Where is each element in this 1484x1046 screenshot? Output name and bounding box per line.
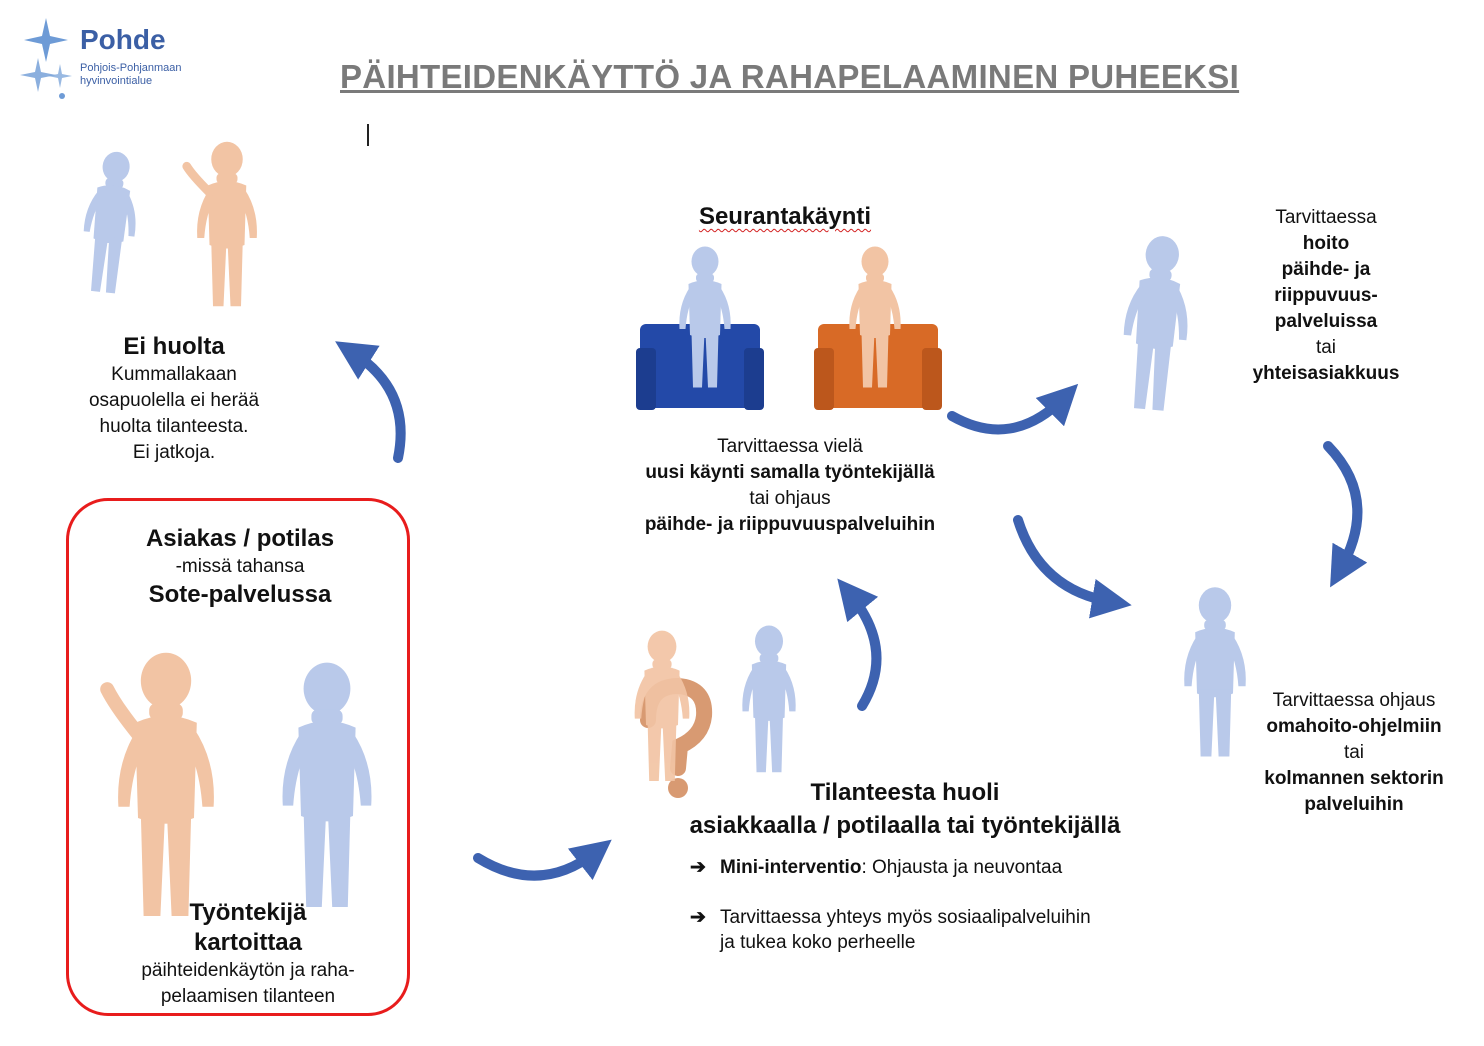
treatment-line: tai — [1315, 337, 1337, 358]
no-concern-line: huolta tilanteesta. — [99, 416, 249, 437]
page-title: PÄIHTEIDENKÄYTTÖ JA RAHAPELAAMINEN PUHEEKSI — [340, 58, 1240, 95]
no-concern-line: Ei jatkoja. — [132, 442, 216, 463]
selfcare-line: palveluihin — [1304, 794, 1404, 815]
arrow-to-treatment — [952, 398, 1064, 429]
selfcare-line: omahoito-ohjelmiin — [1266, 716, 1442, 737]
no-concern-heading: Ei huolta — [123, 333, 225, 360]
followup-line: Tarvittaessa vielä — [717, 436, 863, 457]
right-arrow-icon: ➔ — [690, 857, 706, 878]
client-location: -missä tahansa — [175, 556, 305, 577]
no-concern-line: Kummallakaan — [111, 364, 237, 385]
worker-heading-2: kartoittaa — [193, 929, 303, 956]
followup-line: tai ohjaus — [749, 488, 831, 509]
treatment-line: palveluissa — [1274, 311, 1378, 332]
selfcare-line: tai — [1343, 742, 1365, 763]
logo-subtitle-line2: hyvinvointialue — [80, 75, 153, 87]
selfcare-line: kolmannen sektorin — [1264, 768, 1444, 789]
mini-intervention-label: Mini-interventio — [720, 857, 862, 878]
client-sote: Sote-palvelussa — [148, 581, 332, 608]
social-services-line-1: Tarvittaessa yhteys myös sosiaalipalveluihin — [720, 907, 1091, 928]
concern-heading-1: Tilanteesta huoli — [810, 779, 1000, 806]
arrow-to-followup — [850, 594, 876, 706]
right-arrow-icon: ➔ — [690, 907, 706, 928]
arrow-to-selfcare-from-followup — [1018, 520, 1112, 602]
treatment-line: yhteisasiakkuus — [1252, 363, 1400, 384]
concern-heading-2: asiakkaalla / potilaalla tai työntekijällä — [689, 812, 1121, 839]
logo-subtitle-line1: Pohjois-Pohjanmaan — [80, 62, 182, 74]
selfcare-line: Tarvittaessa ohjaus — [1272, 690, 1436, 711]
worker-heading-1: Työntekijä — [189, 899, 307, 926]
followup-line: uusi käynti samalla työntekijällä — [645, 462, 935, 483]
social-services-line-2: ja tukea koko perheelle — [720, 932, 916, 953]
followup-heading: Seurantakäynti — [698, 203, 872, 230]
logo-name: Pohde — [80, 24, 166, 55]
treatment-line: päihde- ja — [1281, 259, 1371, 280]
mini-intervention-text: : Ohjausta ja neuvontaa — [861, 857, 1063, 878]
arrow-to-concern — [478, 852, 596, 876]
arrow-treatment-to-selfcare — [1328, 446, 1357, 570]
worker-text-2: pelaamisen tilanteen — [160, 986, 336, 1007]
treatment-line: hoito — [1302, 233, 1350, 254]
followup-line: päihde- ja riippuvuuspalveluihin — [644, 514, 936, 535]
treatment-line: riippuvuus- — [1274, 285, 1378, 306]
arrow-to-no-concern — [352, 352, 401, 458]
no-concern-line: osapuolella ei herää — [88, 390, 260, 411]
client-heading: Asiakas / potilas — [145, 525, 335, 552]
worker-text-1: päihteidenkäytön ja raha- — [141, 960, 355, 981]
treatment-line: Tarvittaessa — [1275, 207, 1377, 228]
